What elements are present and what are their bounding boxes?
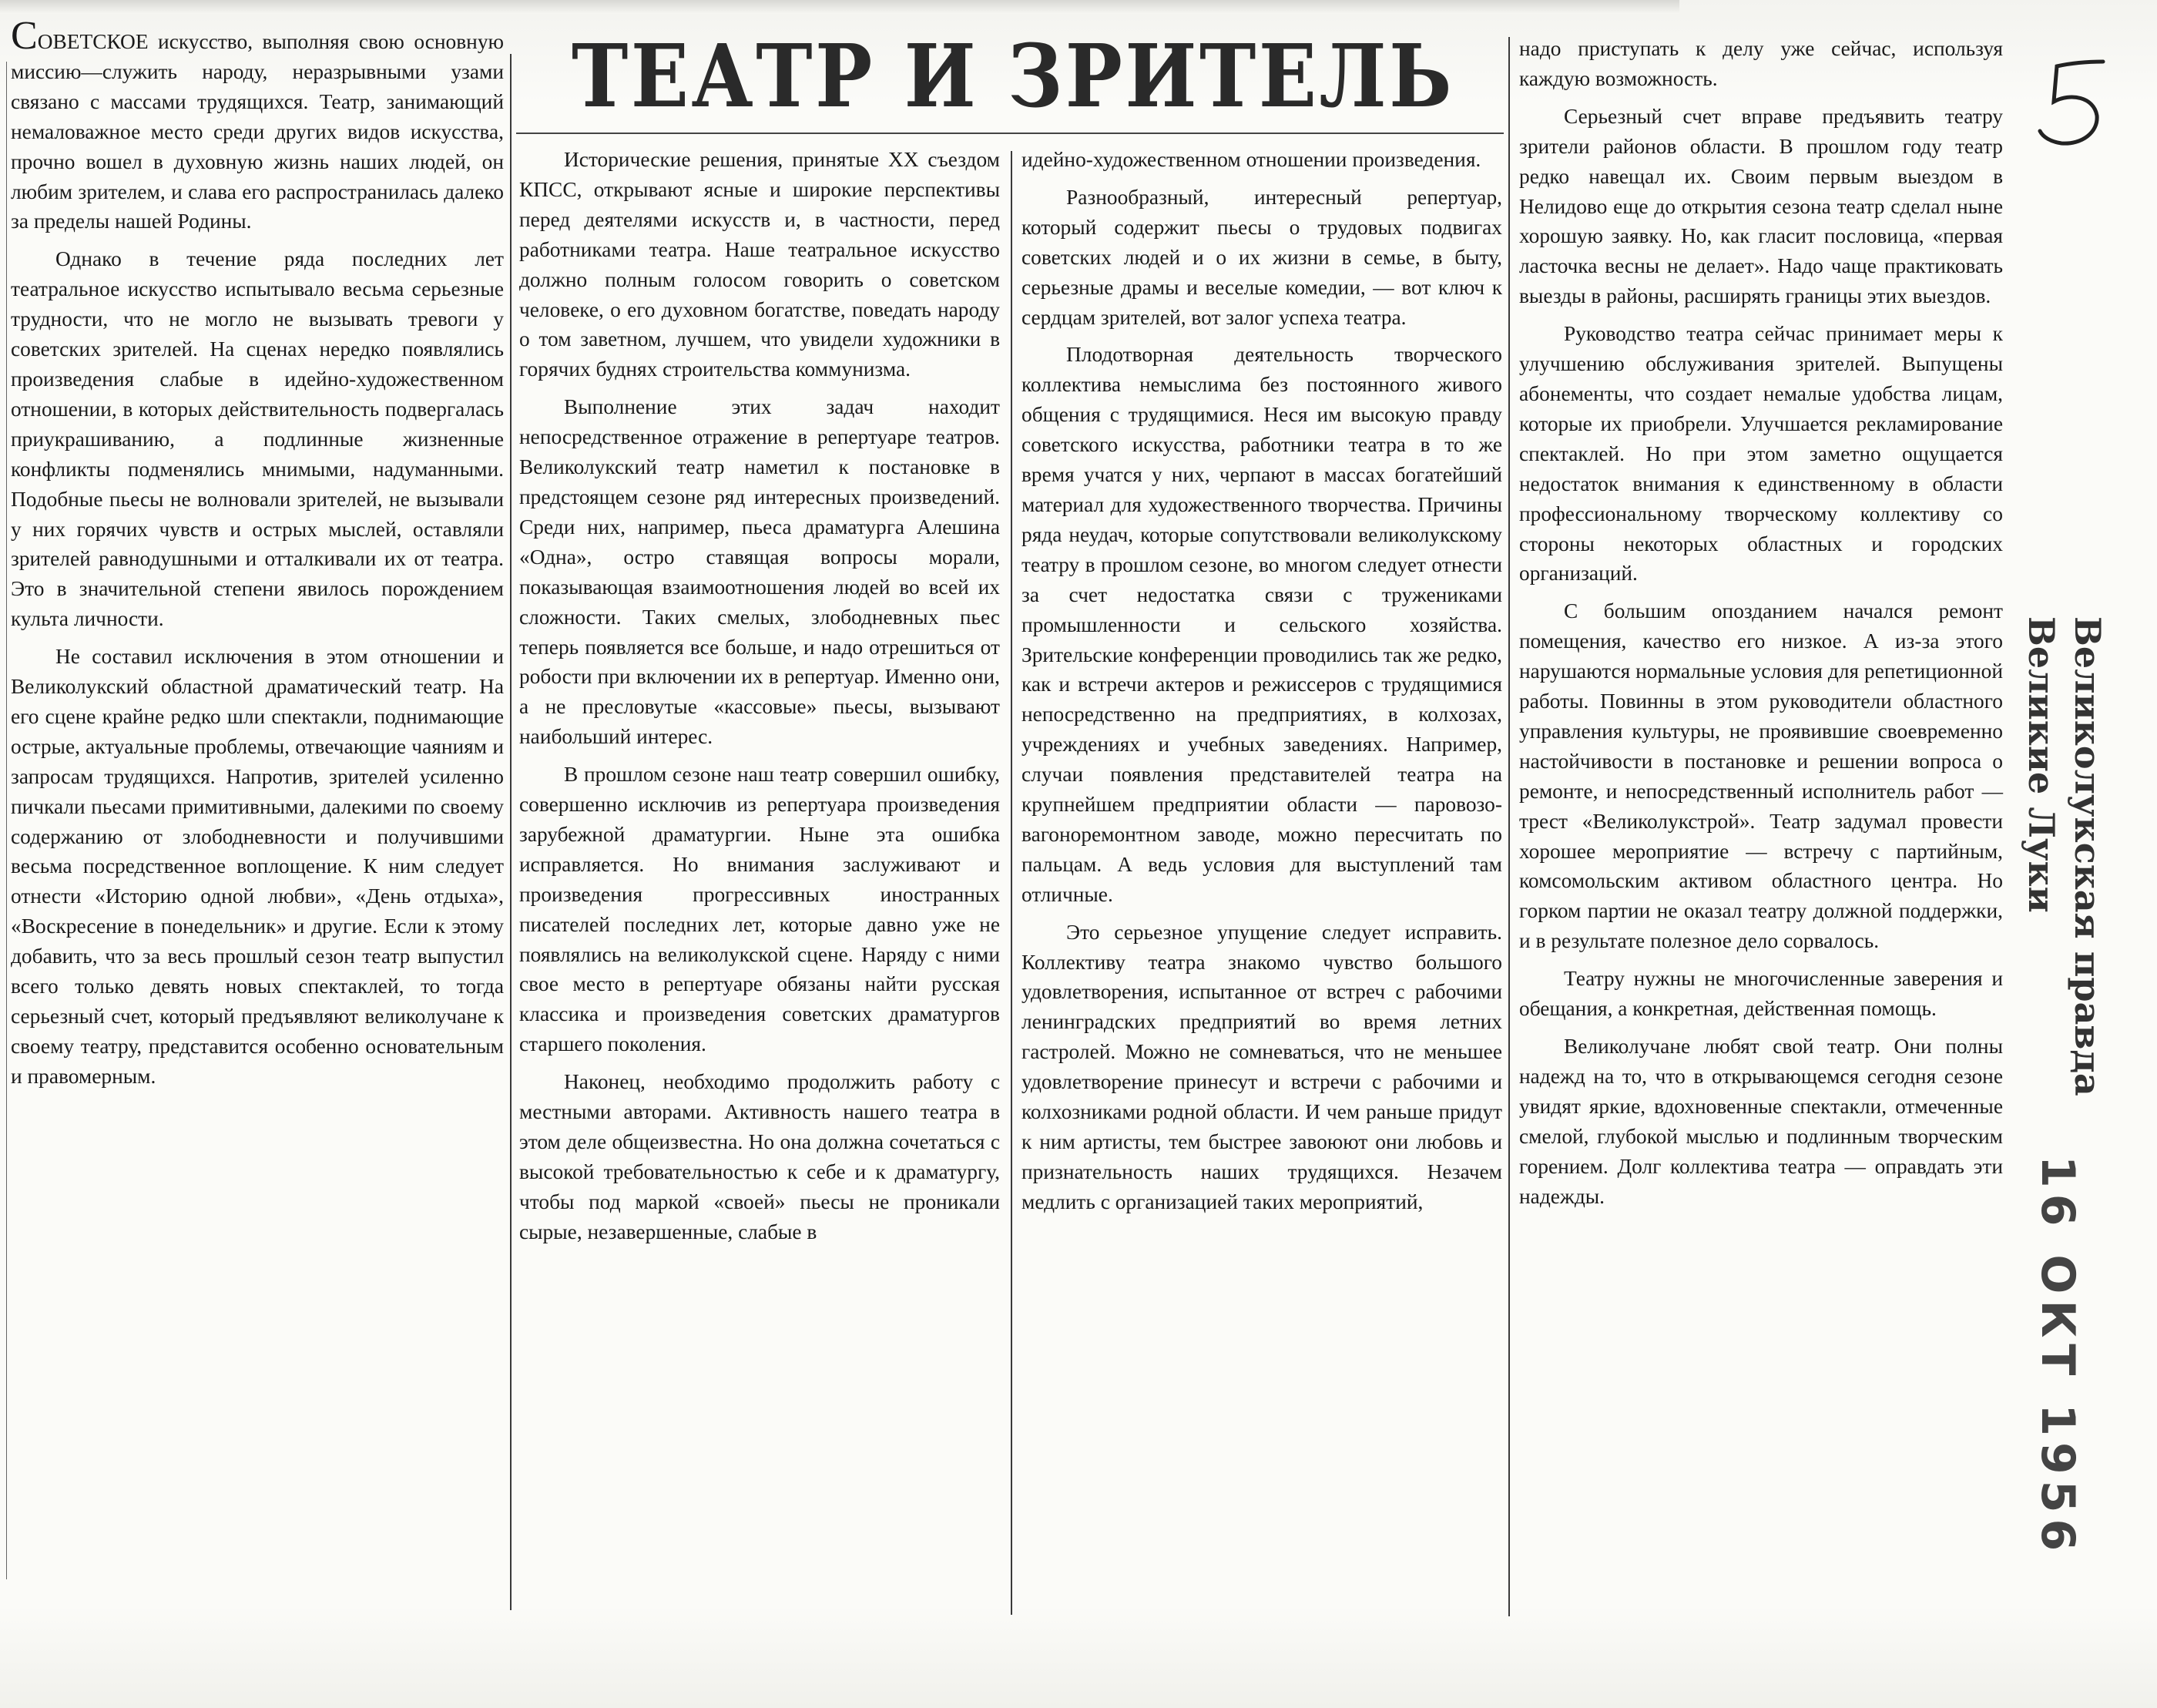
column-3 bbox=[1021, 145, 1502, 1225]
city-name: Великие Луки bbox=[2021, 616, 2062, 913]
column-rule-3 bbox=[1508, 37, 1510, 1616]
paragraph: Серьезный счет вправе предъявить театру зрители районов области. В прошлом году театр редко навещал их. Своим первым выездом в Нелидово еще до открытия сезона театр сделал ныне хорошую заявку. Но, как гласит пословица, «первая ласточка весны не делает». Надо чаще практиковать выезды в районы, расширять границы этих выездов. bbox=[1519, 104, 2003, 308]
paragraph: Театру нужны не многочисленные заверения и обещания, а конкретная, действенная помощь. bbox=[1519, 967, 2003, 1021]
paragraph: В прошлом сезоне наш театр совершил ошибку, совершенно исключив из репертуара произведения зарубежной драматургии. Ныне эта ошибка исправляется. Но внимания заслуживают и произведения прогрессивных иностранных писателей последних лет, которые давно уже не появлялись на великолукской сцене. Наряду с ними свое место в репертуаре обязаны найти русская классика и произведения советских драматургов старшего поколения. bbox=[519, 763, 1000, 1056]
column-rule-1 bbox=[510, 54, 512, 1610]
date-stamp: 16 ОКТ 1956 bbox=[2031, 1156, 2085, 1558]
source-label bbox=[2018, 616, 2111, 1096]
paragraph: Исторические решения, принятые XX съездом КПСС, открывают ясные и широкие перспективы перед деятелями искусств и, в частности, перед работниками театра. Наше театральное искусство должно полным голосом говорить о советском человеке, о его духовном богатстве, поведать народу о том заветном, лучшем, что увидели художники в горячих буднях строительства коммунизма. bbox=[519, 148, 1000, 381]
column-1 bbox=[11, 14, 504, 1099]
title-rule bbox=[516, 133, 1504, 134]
handwritten-page-number bbox=[2017, 31, 2109, 146]
paragraph: Наконец, необходимо продолжить работу с местными авторами. Активность нашего театра в этом деле общеизвестна. Но она должна сочетаться с высокой требовательностью к себе и к драматургу, чтобы под маркой «своей» пьесы не проникали сырые, незавершенные, слабые в bbox=[519, 1070, 1000, 1243]
column-rule-2 bbox=[1011, 151, 1012, 1615]
column-2 bbox=[519, 145, 1000, 1255]
paragraph: Разнообразный, интересный репертуар, который содержит пьесы о трудовых подвигах советских людей и о их жизни в семье, в быту, серьезные драмы и веселые комедии, — вот ключ к сердцам зрителей, вот залог успеха театра. bbox=[1021, 185, 1502, 329]
paragraph: Не составил исключения в этом отношении и Великолукский областной драматический театр. На его сцене крайне редко шли спектакли, поднимающие острые, актуальные проблемы, отвечающие чаяниям и запросам трудящихся. Напротив, зрителей усиленно пичкали пьесами примитивными, далекими по своему содержанию от злободневности и получившими весьма посредственное воплощение. К ним следует отнести «Историю одной любви», «День отдыха», «Воскресение в понедельник» и другие. Если к этому добавить, что за весь прошлый сезон театр выпустил всего только девять новых спектаклей, то тогда серьезный счет, который предъявляют великолучане к своему театру, представится особенно основательным и правомерным. bbox=[11, 645, 504, 1088]
paragraph: Руководство театра сейчас принимает меры к улучшению обслуживания зрителей. Выпущены абонементы, что создает немалые удобства лицам, которые их приобрели. Улучшается рекламирование спектаклей. Но при этом заметно ощущается недостаток внимания к единственному в области профессиональному творческому коллективу со стороны некоторых областных и городских организаций. bbox=[1519, 322, 2003, 586]
paragraph: идейно-художественном отношении произведения. bbox=[1021, 148, 1481, 171]
paragraph: Выполнение этих задач находит непосредственное отражение в репертуаре театров. Великолукский театр наметил к постановке в предстоящем сезоне ряд интересных произведений. Среди них, например, пьеса драматурга Алешина «Одна», остро ставящая вопросы морали, показывающая взаимоотношения людей во всей их сложности. Таких смелых, злободневных пьес теперь появляется все больше, и надо отрешиться от робости при включении их в репертуар. Именно они, а не пресловутые «кассовые» пьесы, вызывают наибольший интерес. bbox=[519, 395, 1000, 749]
paragraph: СОВЕТСКОЕ искусство, выполняя свою основную миссию—служить народу, неразрывными узами связано с массами трудящихся. Театр, занимающий немаловажное место среди других видов искусства, прочно вошел в духовную жизнь наших людей, он любим зрителем, и слава его распространилась далеко за пределы нашей Родины. bbox=[11, 14, 504, 233]
newspaper-name: Великолукская правда bbox=[2067, 616, 2108, 1096]
paragraph: Это серьезное упущение следует исправить. Коллективу театра знакомо чувство большого удовлетворения, испытанное от встреч с рабочими ленинградских предприятий во время летних гастролей. Можно не сомневаться, что не меньшее удовлетворение принесут и встречи с рабочими и колхозниками родной области. И чем раньше придут к ним артисты, тем быстрее завоюют они любовь и признательность наших трудящихся. Незачем медлить с организацией таких мероприятий, bbox=[1021, 920, 1502, 1213]
paragraph: Однако в течение ряда последних лет театральное искусство испытывало весьма серьезные трудности, что не могло не вызывать тревоги у советских зрителей. На сценах нередко появлялись произведения слабые в идейно-художественном отношении, в которых действительность подвергалась приукрашиванию, а подлинные жизненные конфликты подменялись мнимыми, надуманными. Подобные пьесы не волновали зрителей, не вызывали у них горячих чувств и острых мыслей, оставляли зрителей равнодушными и отталкивали их от театра. Это в значительной степени явилось порождением культа личности. bbox=[11, 247, 504, 631]
paragraph: С большим опозданием начался ремонт помещения, качество его низкое. А из-за этого нарушаются нормальные условия для репетиционной работы. Повинны в этом руководители областного управления культуры, не проявившие своевременно настойчивости в постановке и решении вопроса о ремонте, и непосредственный исполнитель работ — трест «Великолукстрой». Театр задумал провести хорошее мероприятие — встречу с партийным, комсомольским активом областного центра. Но горком партии не оказал театру должной поддержки, и в результате полезное дело сорвалось. bbox=[1519, 599, 2003, 953]
paragraph: надо приступать к делу уже сейчас, используя каждую возможность. bbox=[1519, 37, 2003, 90]
scan-edge bbox=[0, 0, 1679, 14]
column-4 bbox=[1519, 34, 2003, 1219]
paragraph: Плодотворная деятельность творческого коллектива немыслима без постоянного живого общения с трудящимися. Неся им высокую правду советского искусства, работники театра в то же время учатся у них, черпают в массах богатейший материал для художественного творчества. Причины ряда неудач, которые сопутствовали великолукскому театру в прошлом сезоне, во многом следует отнести за счет недостатка связи с тружениками промышленности и сельского хозяйства. Зрительские конференции проводились так же редко, как и встречи актеров и режиссеров с трудящимися непосредственно на предприятиях, в колхозах, учреждениях и учебных заведениях. Например, случаи появления представителей театра на крупнейшем предприятии области — паровозо-вагоноремонтном заводе, можно пересчитать по пальцам. А ведь условия для выступлений там отличные. bbox=[1021, 343, 1502, 906]
page-number-text: 5 bbox=[2017, 31, 2018, 32]
article-title: ТЕАТР И ЗРИТЕЛЬ bbox=[572, 26, 1455, 127]
left-margin-rule bbox=[6, 62, 7, 1579]
paragraph: Великолучане любят свой театр. Они полны надежд на то, что в открывающемся сегодня сезоне увидят яркие, вдохновенные спектакли, отмеченные смелой, глубокой мыслью и подлинным творческим горением. Долг коллектива театра — оправдать эти надежды. bbox=[1519, 1035, 2003, 1208]
